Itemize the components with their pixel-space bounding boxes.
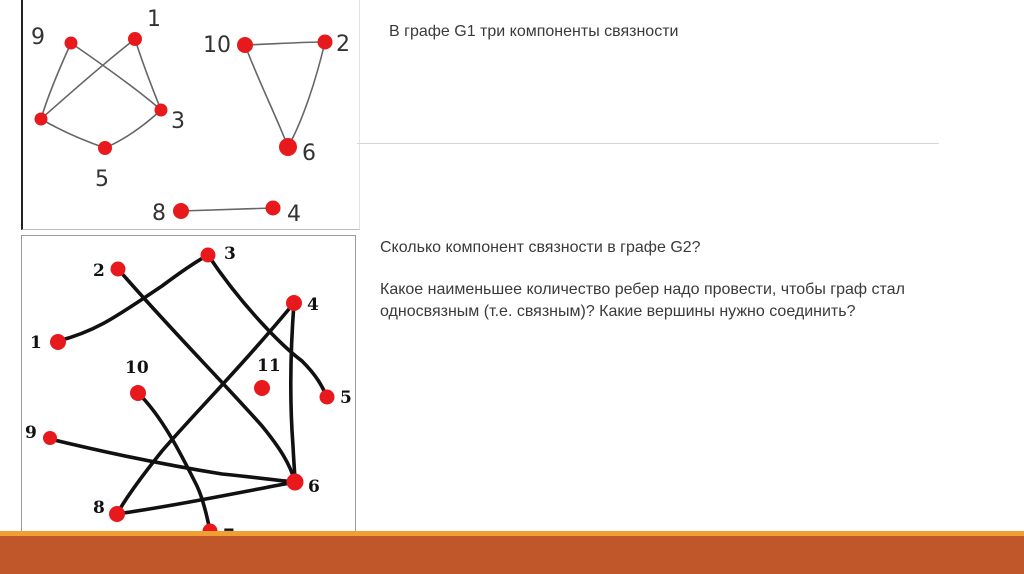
g2-edge-9-6 [50,439,295,482]
g1-vertex-5 [98,141,112,155]
g1-vertex-9 [65,37,78,50]
g2-label-11: 11 [257,356,281,376]
g2-vertex-3 [201,248,216,263]
g1-vertex-6 [279,138,297,156]
g1-vertex-1 [128,32,142,46]
g2-edge-4-6 [291,303,295,482]
g1-vertex-4 [266,201,281,216]
g2-label-9: 9 [25,423,37,443]
g2-vertex-1 [50,334,66,350]
graph-g1-image [21,0,360,230]
g2-label-6: 6 [308,477,320,497]
graph-g1-svg [23,0,359,229]
g1-label-10: 10 [203,33,231,58]
g1-vertex-8 [173,203,189,219]
g2-edge-1-3 [58,255,208,341]
divider-line [357,143,939,144]
g1-edge-x-5 [41,119,105,148]
g2-vertex-6 [287,474,304,491]
g1-label-4: 4 [287,202,301,227]
graph-g2-image [21,235,356,545]
g1-label-1: 1 [147,7,161,32]
g1-note-text: В графе G1 три компоненты связности [389,23,679,40]
g1-vertex-unlabeled [35,113,48,126]
g2-vertex-4 [286,295,302,311]
edges-question-text: Какое наименьшее количество ребер надо провести, чтобы граф стал односвязным (т.е. связным)? Какие вершины нужно соединить? [380,281,905,320]
g2-label-1: 1 [30,333,42,353]
g1-label-8: 8 [152,201,166,226]
g2-question-text: Сколько компонент связности в графе G2? [380,239,701,256]
g2-label-4: 4 [307,295,319,315]
g1-label-5: 5 [95,167,109,192]
g1-edge-5-3 [105,110,161,148]
g1-edge-2-6 [288,42,325,147]
graph-g2-svg [22,236,355,544]
g2-label-5: 5 [340,388,352,408]
g1-vertex-2 [318,35,333,50]
g1-edge-9-x [41,43,71,119]
g2-label-8: 8 [93,498,105,518]
g1-vertex-3 [155,104,168,117]
g1-vertex-10 [237,37,253,53]
g1-edge-8-4 [181,208,273,211]
g2-vertex-5 [320,390,335,405]
g1-edge-10-2 [245,42,325,45]
g1-label-2: 2 [336,32,350,57]
g2-label-10: 10 [125,358,149,378]
g2-vertex-9 [43,431,57,445]
g1-edge-10-6 [245,45,288,147]
g1-label-3: 3 [171,109,185,134]
g2-label-3: 3 [224,244,236,264]
g2-vertex-2 [111,262,126,277]
g2-vertex-10 [130,385,146,401]
g2-label-2: 2 [93,261,105,281]
g2-edge-4-8 [117,303,294,514]
g1-label-6: 6 [302,141,316,166]
g2-vertex-8 [109,506,125,522]
footer-band-rust [0,536,1024,574]
g1-label-9: 9 [31,25,45,50]
g2-vertex-11 [254,380,270,396]
